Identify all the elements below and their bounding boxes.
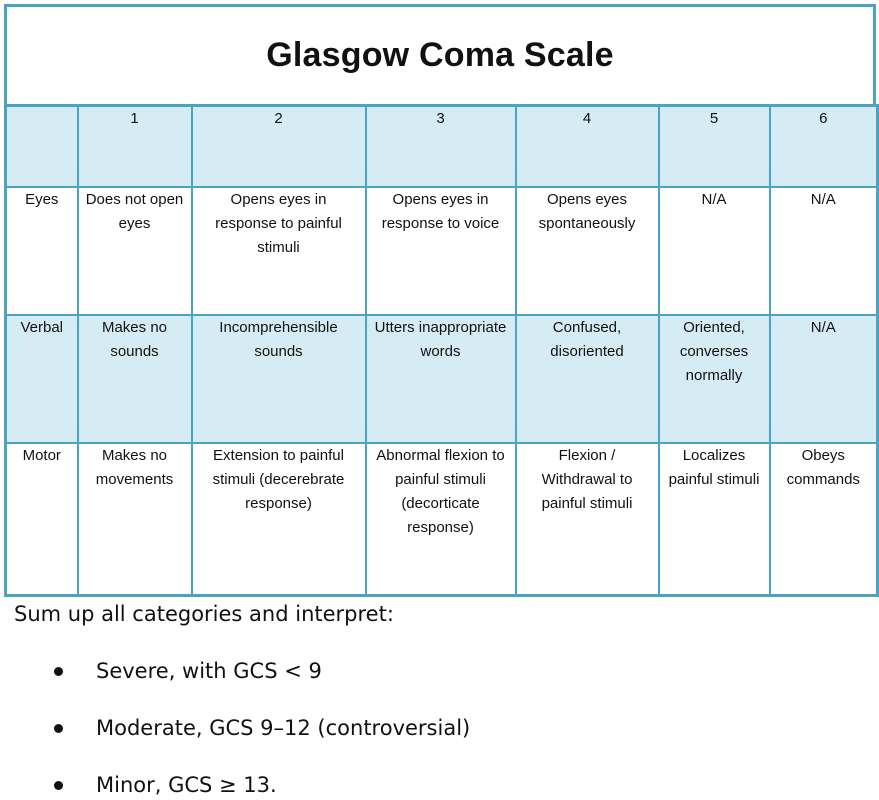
eyes-score-3: Opens eyes in response to voice	[366, 187, 516, 315]
verbal-score-2: Incomprehensible sounds	[192, 315, 366, 443]
verbal-score-6: N/A	[770, 315, 878, 443]
header-score-2: 2	[192, 106, 366, 188]
header-score-3: 3	[366, 106, 516, 188]
bullet-dot-icon	[54, 781, 63, 790]
table-row-verbal	[6, 315, 878, 443]
bullet-dot-icon	[54, 724, 63, 733]
motor-score-4: Flexion / Withdrawal to painful stimuli	[516, 443, 659, 595]
header-corner-cell	[6, 106, 78, 188]
gcs-table	[4, 104, 879, 597]
interpretation-section	[14, 600, 470, 799]
list-item	[14, 657, 470, 685]
verbal-score-3: Utters inappropriate words	[366, 315, 516, 443]
list-item-text: Severe, with GCS < 9	[96, 659, 322, 683]
row-label-verbal: Verbal	[6, 315, 78, 443]
list-item-text: Minor, GCS ≥ 13.	[96, 773, 277, 797]
header-score-6: 6	[770, 106, 878, 188]
verbal-score-4: Confused, disoriented	[516, 315, 659, 443]
interpretation-list	[14, 657, 470, 799]
verbal-score-5: Oriented, converses normally	[659, 315, 770, 443]
list-item	[14, 771, 470, 799]
motor-score-3: Abnormal flexion to painful stimuli (decorticate response)	[366, 443, 516, 595]
eyes-score-1: Does not open eyes	[78, 187, 192, 315]
motor-score-1: Makes no movements	[78, 443, 192, 595]
row-label-eyes: Eyes	[6, 187, 78, 315]
interpretation-lead: Sum up all categories and interpret:	[14, 602, 394, 626]
header-row	[6, 106, 878, 188]
list-item	[14, 714, 470, 742]
list-item-text: Moderate, GCS 9–12 (controversial)	[96, 716, 471, 740]
motor-score-6: Obeys commands	[770, 443, 878, 595]
row-label-motor: Motor	[6, 443, 78, 595]
eyes-score-2: Opens eyes in response to painful stimuli	[192, 187, 366, 315]
bullet-dot-icon	[54, 667, 63, 676]
page-title: Glasgow Coma Scale	[266, 36, 614, 74]
eyes-score-5: N/A	[659, 187, 770, 315]
motor-score-2: Extension to painful stimuli (decerebrate response)	[192, 443, 366, 595]
table-row-eyes	[6, 187, 878, 315]
verbal-score-1: Makes no sounds	[78, 315, 192, 443]
title-box	[4, 4, 876, 104]
gcs-sheet	[4, 4, 876, 597]
header-score-4: 4	[516, 106, 659, 188]
header-score-1: 1	[78, 106, 192, 188]
motor-score-5: Localizes painful stimuli	[659, 443, 770, 595]
header-score-5: 5	[659, 106, 770, 188]
eyes-score-4: Opens eyes spontaneously	[516, 187, 659, 315]
eyes-score-6: N/A	[770, 187, 878, 315]
table-row-motor	[6, 443, 878, 595]
